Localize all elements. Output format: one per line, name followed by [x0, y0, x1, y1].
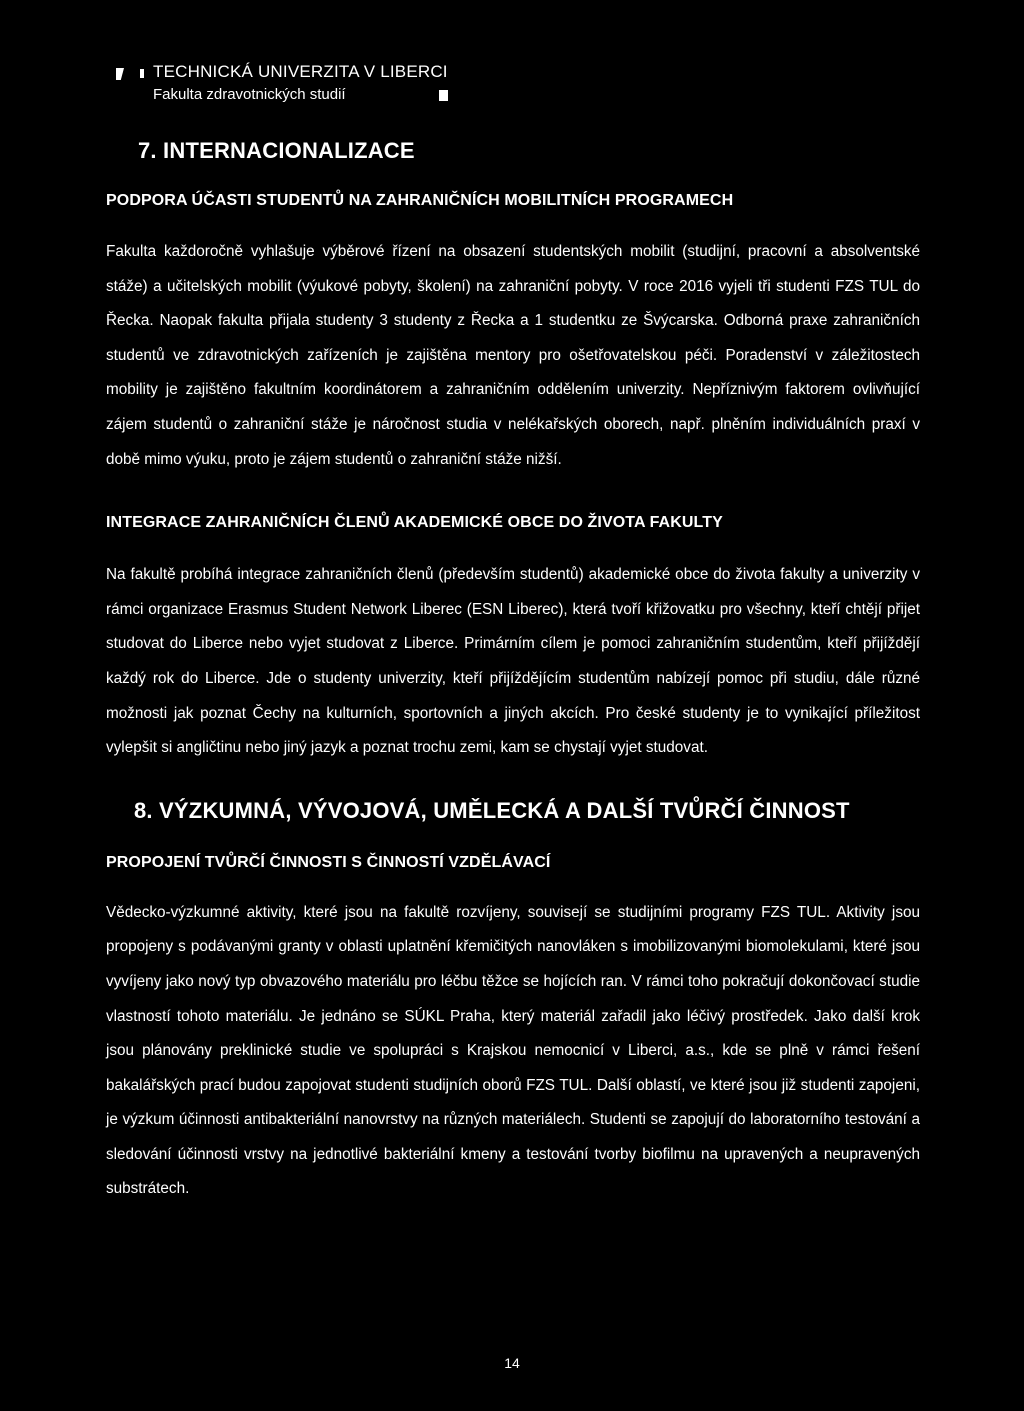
logo-mark-small [140, 69, 144, 78]
section-7-1-text: Fakulta každoročně vyhlašuje výběrové řízení na obsazení studentských mobilit (studijní, pracovní a absolventské stáže) a učitelských mobilit (výukové pobyty, školení) na zahraniční pobyty. V roce 2016 vyjeli tři studenti FZS TUL do Řecka. Naopak fakulta přijala studenty 3 studenty z Řecka a 1 studentku ze Švýcarska. Odborná praxe zahraničních studentů ve zdravotnických zařízeních je zajištěna mentory pro ošetřovatelskou péči. Poradenství v záležitostech mobility je zajištěno fakultním koordinátorem a zahraničním oddělením univerzity. Nepříznivým faktorem ovlivňující zájem studentů o zahraniční stáže je náročnost studia v nelékařských oborech, např. plněním individuálních praxí v době mimo výuku, proto je zájem studentů o zahraniční stáže nižší. [106, 243, 920, 468]
university-name: TECHNICKÁ UNIVERZITA V LIBERCI [153, 62, 448, 81]
section-8-title: 8. VÝZKUMNÁ, VÝVOJOVÁ, UMĚLECKÁ A DALŠÍ TVŮRČÍ ČINNOST [134, 797, 850, 823]
section-7-2-heading: INTEGRACE ZAHRANIČNÍCH ČLENŮ AKADEMICKÉ OBCE DO ŽIVOTA FAKULTY [106, 514, 723, 532]
page-content [106, 130, 920, 1207]
page-number: 14 [504, 1355, 520, 1371]
section-8-1-text: Vědecko-výzkumné aktivity, které jsou na fakultě rozvíjeny, souvisejí se studijními programy FZS TUL. Aktivity jsou propojeny s podávanými granty v oblasti uplatnění křemičitých nanovláken s imobilizovanými biomolekulami, které jsou vyvíjeny jako nový typ obvazového materiálu pro léčbu těžce se hojících ran. V rámci toho pokračují dokončovací studie vlastností tohoto materiálu. Je jednáno se SÚKL Praha, který materiál zařadil jako léčivý prostředek. Jako další krok jsou plánovány preklinické studie ve spolupráci s Krajskou nemocnicí v Liberci, a.s., kde se plně v rámci řešení bakalářských prací budou zapojovat studenti studijních oborů FZS TUL. Další oblastí, ve které jsou již studenti zapojeni, je výzkum účinnosti antibakteriální nanovrstvy na různých materiálech. Studenti se zapojují do laboratorního testování a sledování účinnosti vrstvy na jednotlivé bakteriální kmeny a testování tvorby biofilmu na upravených a neupravených substrátech. [106, 903, 920, 1198]
section-7-2-text: Na fakultě probíhá integrace zahraničních členů (především studentů) akademické obce do života fakulty a univerzity v rámci organizace Erasmus Student Network Liberec (ESN Liberec), která tvoří křižovatku pro všechny, kteří chtějí přijet studovat do Liberce nebo vyjet studovat z Liberce. Primárním cílem je pomoci zahraničním studentům, kteří přijíždějí každý rok do Liberce. Jde o studenty univerzity, kteří přijíždějícím studentům nabízejí pomoc při studiu, dále různé možnosti jak poznat Čechy na kulturních, sportovních a jiných akcích. Pro české studenty je to vynikající příležitost vylepšit si angličtinu nebo jiný jazyk a poznat trochu zemi, kam se chystají vyjet studovat. [106, 566, 920, 757]
section-7-1-heading: PODPORA ÚČASTI STUDENTŮ NA ZAHRANIČNÍCH MOBILITNÍCH PROGRAMECH [106, 192, 734, 209]
logo-mark-left [116, 68, 124, 80]
logo-mark-right [439, 90, 448, 101]
faculty-name: Fakulta zdravotnických studií [153, 86, 346, 103]
section-8-1-heading: PROPOJENÍ TVŮRČÍ ČINNOSTI S ČINNOSTÍ VZDĚLÁVACÍ [106, 853, 551, 871]
section-7-title: 7. INTERNACIONALIZACE [138, 138, 415, 163]
